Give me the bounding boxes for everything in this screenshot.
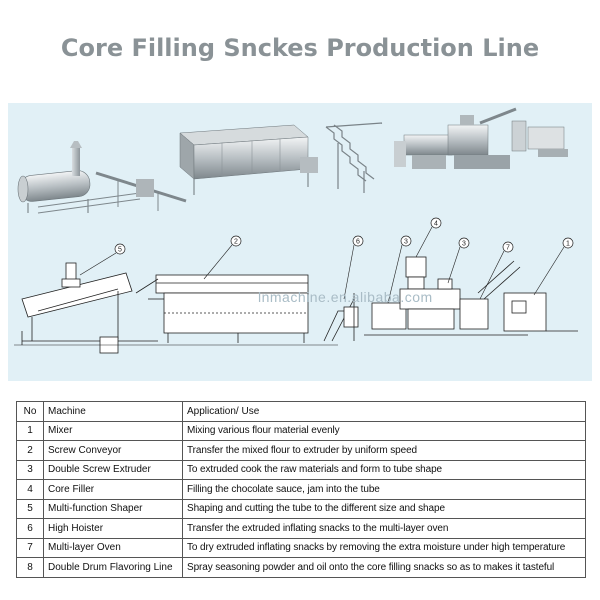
table-row [17,558,586,578]
callout-markers [115,218,573,254]
machine-spec-table [16,401,586,578]
watermark: lnmachine.en.alibaba.com [258,289,433,305]
flavoring-drum-render [18,141,140,213]
callout-number: 6 [356,238,360,246]
extruder-render [394,109,568,169]
header-no: No [17,402,44,422]
table-row [17,499,586,519]
machine-use: Mixing various flour material evenly [183,421,586,441]
diagram-drawing [8,103,592,381]
row-number: 2 [17,441,44,461]
table-header-row [17,402,586,422]
row-number: 5 [17,499,44,519]
production-line-diagram [8,103,592,381]
callout-number: 4 [434,220,438,228]
table-row [17,441,586,461]
machine-use: To extruded cook the raw materials and form to tube shape [183,460,586,480]
machine-name: Multi-function Shaper [44,499,183,519]
machine-name: Multi-layer Oven [44,538,183,558]
machine-render [18,109,568,213]
machine-use: Shaping and cutting the tube to the different size and shape [183,499,586,519]
callout-number: 2 [234,238,238,246]
machine-use: Transfer the extruded inflating snacks to the multi-layer oven [183,519,586,539]
machine-name: Screw Conveyor [44,441,183,461]
machine-name: Mixer [44,421,183,441]
row-number: 8 [17,558,44,578]
table-row [17,538,586,558]
callout-number: 3 [404,238,408,246]
machine-name: Double Drum Flavoring Line [44,558,183,578]
callout-number: 1 [566,240,570,248]
callout-number: 5 [118,246,122,254]
hoister-render [326,123,382,193]
callout-number: 7 [506,244,510,252]
row-number: 7 [17,538,44,558]
oven-render [180,125,318,195]
header-machine: Machine [44,402,183,422]
row-number: 6 [17,519,44,539]
table-row [17,421,586,441]
header-application: Application/ Use [183,402,586,422]
machine-name: Core Filler [44,480,183,500]
row-number: 3 [17,460,44,480]
page-title: Core Filling Snckes Production Line [60,34,540,62]
machine-name: Double Screw Extruder [44,460,183,480]
row-number: 1 [17,421,44,441]
machine-use: To dry extruded inflating snacks by removing the extra moisture under high temperature [183,538,586,558]
row-number: 4 [17,480,44,500]
table-row [17,460,586,480]
callout-number: 3 [462,240,466,248]
machine-use: Spray seasoning powder and oil onto the core filling snacks so as to makes it tasteful [183,558,586,578]
machine-use: Transfer the mixed flour to extruder by uniform speed [183,441,586,461]
machine-name: High Hoister [44,519,183,539]
machine-use: Filling the chocolate sauce, jam into the tube [183,480,586,500]
table-row [17,480,586,500]
table-row [17,519,586,539]
oven-drawing [136,275,308,343]
